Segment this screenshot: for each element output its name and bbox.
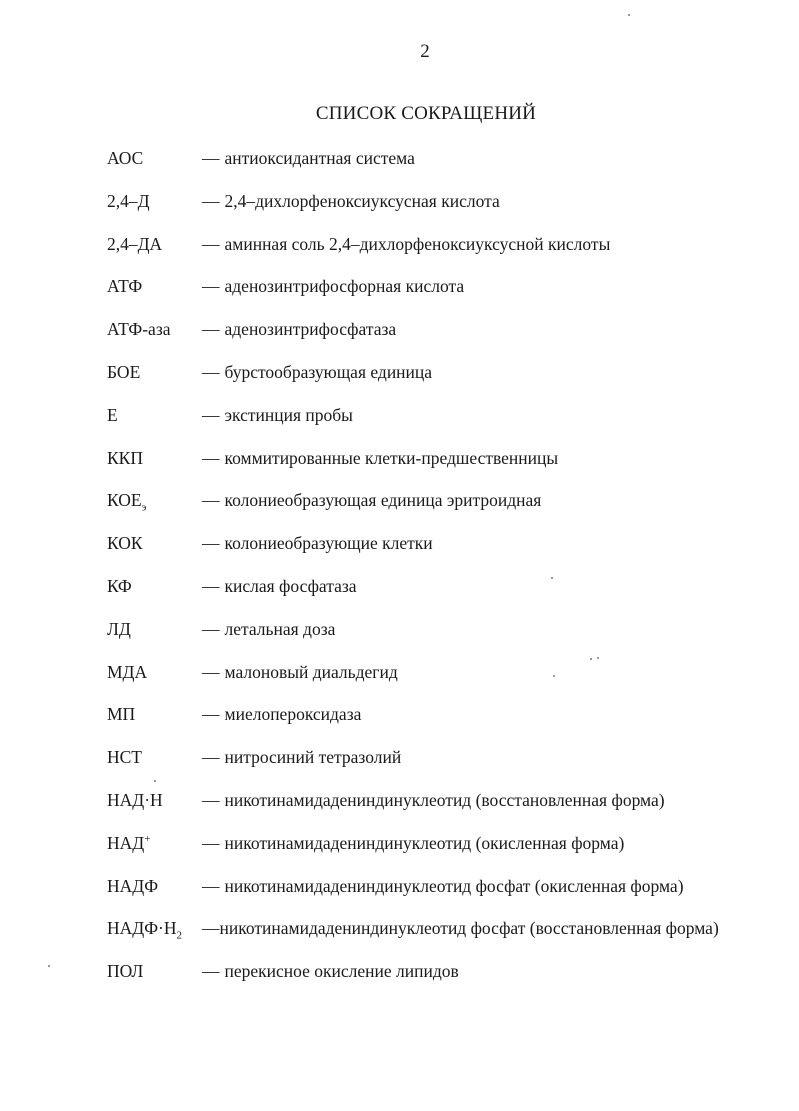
dash-separator: — bbox=[202, 233, 220, 254]
abbreviation-definition: аминная соль 2,4–дихлорфеноксиуксусной кислоты bbox=[224, 233, 611, 254]
dash-separator: — bbox=[202, 361, 220, 382]
list-item bbox=[107, 916, 767, 959]
list-item bbox=[107, 702, 767, 745]
abbreviation-term: ПОЛ bbox=[107, 961, 144, 982]
dash-separator: — bbox=[202, 319, 220, 340]
dash-separator: — bbox=[202, 148, 220, 168]
abbreviation-definition: антиоксидантная система bbox=[224, 148, 415, 168]
list-item bbox=[107, 189, 767, 232]
scan-speck bbox=[48, 965, 50, 967]
dash-separator: — bbox=[202, 490, 220, 511]
dash-separator: — bbox=[202, 404, 220, 425]
abbreviation-term: КОК bbox=[107, 533, 143, 554]
abbreviation-term-base: КОЕ bbox=[107, 490, 142, 511]
dash-separator: — bbox=[202, 961, 220, 982]
abbreviation-definition: аденозинтрифосфорная кислота bbox=[224, 276, 465, 297]
list-item bbox=[107, 874, 767, 917]
scan-speck bbox=[154, 780, 156, 782]
abbreviation-definition: аденозинтрифосфатаза bbox=[224, 319, 397, 340]
dash-separator: — bbox=[202, 704, 220, 725]
abbreviation-definition: никотинамидадениндинуклеотид (восстановленная форма) bbox=[224, 789, 665, 810]
dash-separator: — bbox=[202, 447, 220, 468]
list-item bbox=[107, 146, 767, 189]
list-item bbox=[107, 317, 767, 360]
list-item bbox=[107, 232, 767, 275]
list-item bbox=[107, 745, 767, 788]
dash-separator: — bbox=[202, 190, 220, 211]
list-item bbox=[107, 274, 767, 317]
abbreviation-term-superscript: + bbox=[144, 832, 151, 845]
dash-separator: — bbox=[202, 789, 220, 810]
abbreviation-definition: 2,4–дихлорфеноксиуксусная кислота bbox=[224, 190, 500, 211]
dash-separator: — bbox=[202, 875, 220, 896]
abbreviation-term: Е bbox=[107, 404, 118, 425]
abbreviation-definition: летальная доза bbox=[224, 618, 336, 639]
abbreviation-definition: нитросиний тетразолий bbox=[224, 747, 402, 768]
list-item bbox=[107, 660, 767, 703]
abbreviation-definition: перекисное окисление липидов bbox=[224, 961, 459, 982]
abbreviation-term bbox=[107, 831, 202, 855]
dash-separator: — bbox=[202, 832, 220, 853]
abbreviation-definition: колониеобразующая единица эритроидная bbox=[224, 490, 542, 511]
abbreviation-definition: колониеобразующие клетки bbox=[224, 533, 433, 554]
abbreviation-definition: никотинамидадениндинуклеотид (окисленная форма) bbox=[224, 832, 625, 853]
abbreviation-definition: малоновый диальдегид bbox=[224, 661, 398, 682]
list-item bbox=[107, 959, 767, 1002]
scan-speck bbox=[628, 14, 630, 16]
abbreviation-term: АТФ-аза bbox=[107, 319, 171, 340]
scan-speck bbox=[597, 657, 599, 659]
abbreviation-term bbox=[107, 488, 202, 512]
dash-separator: — bbox=[202, 747, 220, 768]
abbreviation-term: КФ bbox=[107, 575, 132, 596]
abbreviation-term-base: НАД bbox=[107, 832, 145, 853]
scan-speck bbox=[551, 577, 553, 579]
scan-speck bbox=[553, 675, 555, 677]
list-item bbox=[107, 531, 767, 574]
dash-separator: — bbox=[202, 575, 220, 596]
abbreviation-term: МДА bbox=[107, 661, 148, 682]
abbreviation-definition: бурстообразующая единица bbox=[224, 361, 433, 382]
abbreviation-term-subscript: 2 bbox=[176, 929, 183, 942]
dash-separator: — bbox=[202, 661, 220, 682]
scan-speck bbox=[590, 658, 592, 660]
abbreviation-term: НАДФ bbox=[107, 875, 159, 896]
abbreviation-term: АТФ bbox=[107, 276, 143, 297]
abbreviation-definition: коммитированные клетки-предшественницы bbox=[224, 447, 559, 468]
dash-separator: — bbox=[202, 618, 220, 639]
list-item bbox=[107, 831, 767, 874]
abbreviation-definition: никотинамидадениндинуклеотид фосфат (восстановленная форма) bbox=[219, 918, 719, 939]
abbreviation-list bbox=[107, 146, 767, 1002]
list-item bbox=[107, 488, 767, 531]
abbreviation-term: БОЕ bbox=[107, 361, 141, 382]
abbreviation-term: ККП bbox=[107, 447, 143, 468]
abbreviation-term: МП bbox=[107, 704, 136, 725]
abbreviation-term: 2,4–Д bbox=[107, 190, 150, 211]
page-title: СПИСОК СОКРАЩЕНИЙ bbox=[315, 103, 537, 124]
abbreviation-term: НАД·Н bbox=[107, 789, 163, 810]
dash-separator: — bbox=[202, 918, 220, 939]
list-item bbox=[107, 617, 767, 660]
abbreviation-term-subscript: э bbox=[141, 501, 147, 514]
abbreviation-definition: кислая фосфатаза bbox=[224, 575, 357, 596]
list-item bbox=[107, 788, 767, 831]
list-item bbox=[107, 446, 767, 489]
abbreviation-term: АОС bbox=[107, 148, 144, 168]
dash-separator: — bbox=[202, 533, 220, 554]
abbreviation-definition: никотинамидадениндинуклеотид фосфат (окисленная форма) bbox=[224, 875, 684, 896]
abbreviation-definition: экстинция пробы bbox=[224, 404, 353, 425]
list-item bbox=[107, 360, 767, 403]
abbreviation-definition: миелопероксидаза bbox=[224, 704, 362, 725]
page-number: 2 bbox=[420, 41, 430, 62]
dash-separator: — bbox=[202, 276, 220, 297]
abbreviation-term: 2,4–ДА bbox=[107, 233, 163, 254]
list-item bbox=[107, 574, 767, 617]
abbreviation-term bbox=[107, 916, 202, 940]
abbreviation-term-base: НАДФ·Н bbox=[107, 918, 177, 939]
list-item bbox=[107, 403, 767, 446]
abbreviation-term: ЛД bbox=[107, 618, 131, 639]
abbreviation-term: НСТ bbox=[107, 747, 142, 768]
